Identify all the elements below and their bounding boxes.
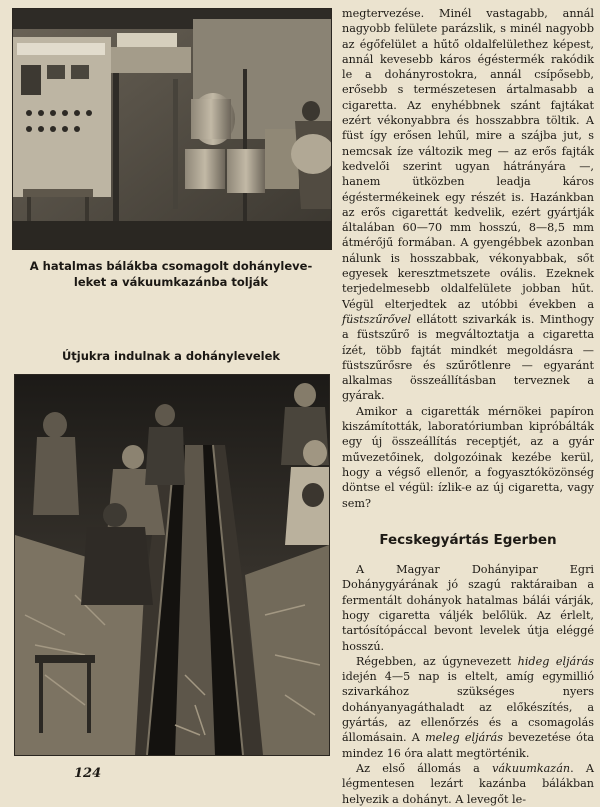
emphasis-text: hideg eljárás: [517, 654, 594, 668]
article-text-column: [342, 6, 595, 806]
paragraph-text: Régebben, az úgynevezett: [356, 654, 518, 668]
section-heading: Fecskegyártás Egerben: [379, 531, 557, 548]
photo-caption-vacuum-boiler: [18, 258, 324, 290]
article-paragraph: [342, 654, 594, 761]
emphasis-text: vákuumkazán: [492, 761, 571, 775]
page-number: 124: [74, 766, 102, 781]
article-paragraph: A Magyar Dohányipar Egri Dohánygyárának jó szagú raktáraiban a fermentált dohányok hatalmas bálái várják, hogy cigaretta váljék belőlük. Az érlelt, tartósítópáccal bevont levelek útja eléggé hosszú.: [342, 563, 594, 653]
caption-line-2: leket a vákuumkazánba tolják: [73, 275, 269, 289]
paragraph-text: megtervezése. Minél vastagabb, annál nagyobb felülete parázslik, s minél nagyobb az égőfelület a hűtő oldalfelülethez képest, annál kevesebb káros égéstermék rakódik le a dohányrostokra, annál csípősebb, erősebb s természetesen ártalmasabb a cigaretta. Az enyhébbnek szánt fajtákat ezért vékonyabbra és hosszabbra töltik. A füst így erősen lehűl, mire a szájba jut, s nemcsak íze változik meg — az erős fajták kedvelői szerint ugyan hátrányára —, hanem ütközben leadja káros égéstermékeinek egy részét is. Hazánkban az erős cigarettát kedvelik, ezért gyártják általában 60—70 mm hosszú, 8—8,5 mm átmérőjű formában. A gyengébbek azonban nálunk is hosszabbak, vékonyabbak, sőt egyesek keresztmetszete ovális. Ezeknek terjedelmesebb oldalfelülete jobban hűt. Végül elterjedtek az utóbbi években a: [342, 7, 594, 311]
paragraph-text: bevezetése óta mindez 16 óra alatt megtörténik.: [342, 731, 594, 760]
paragraph-text: ellátott szivarkák is. Minthogy a füstszűrő is megváltoztatja a cigaretta ízét, több fajtát mindkét megoldásra — füstszűrősre és szűrőtlenre — egyaránt alkalmas összeállításban terveznek a gyárak.: [342, 312, 594, 403]
article-paragraph: Amikor a cigaretták mérnökei papíron kiszámították, laboratóriumban kipróbálták egy új összeállítás receptjét, az a gyár művezetőinek, dolgozóinak kezébe kerül, hogy a végső ellenőr, a fogyasztóközönség döntse el végül: ízlik-e az új cigaretta, vagy sem?: [342, 404, 594, 510]
paragraph-text: idején 4—5 nap is eltelt, amíg egymillió szivarkához szükséges nyers dohányanyagáthaladt az előkészítés, a gyártás, az ellenőrzés és a csomagolás állomásain. A: [342, 670, 594, 745]
emphasis-text: füstszűrővel: [342, 312, 412, 326]
paragraph-text: Az első állomás a: [356, 761, 493, 775]
photo-tobacco-sorting-image: [15, 375, 329, 755]
photo-tobacco-sorting: [14, 374, 330, 756]
article-paragraph: [342, 6, 594, 404]
paragraph-text: . A légmentesen lezárt kazánba bálákban helyezik a dohányt. A levegőt le-: [342, 761, 595, 806]
photo-caption-tobacco-leaves: Útjukra indulnak a dohánylevelek: [61, 349, 281, 363]
article-paragraph: [342, 761, 594, 807]
caption-line-1: A hatalmas bálákba csomagolt dohányleve-: [29, 259, 313, 273]
emphasis-text: meleg eljárás: [425, 731, 503, 745]
photo-vacuum-boiler-image: [13, 9, 331, 249]
photo-vacuum-boiler: [12, 8, 332, 250]
